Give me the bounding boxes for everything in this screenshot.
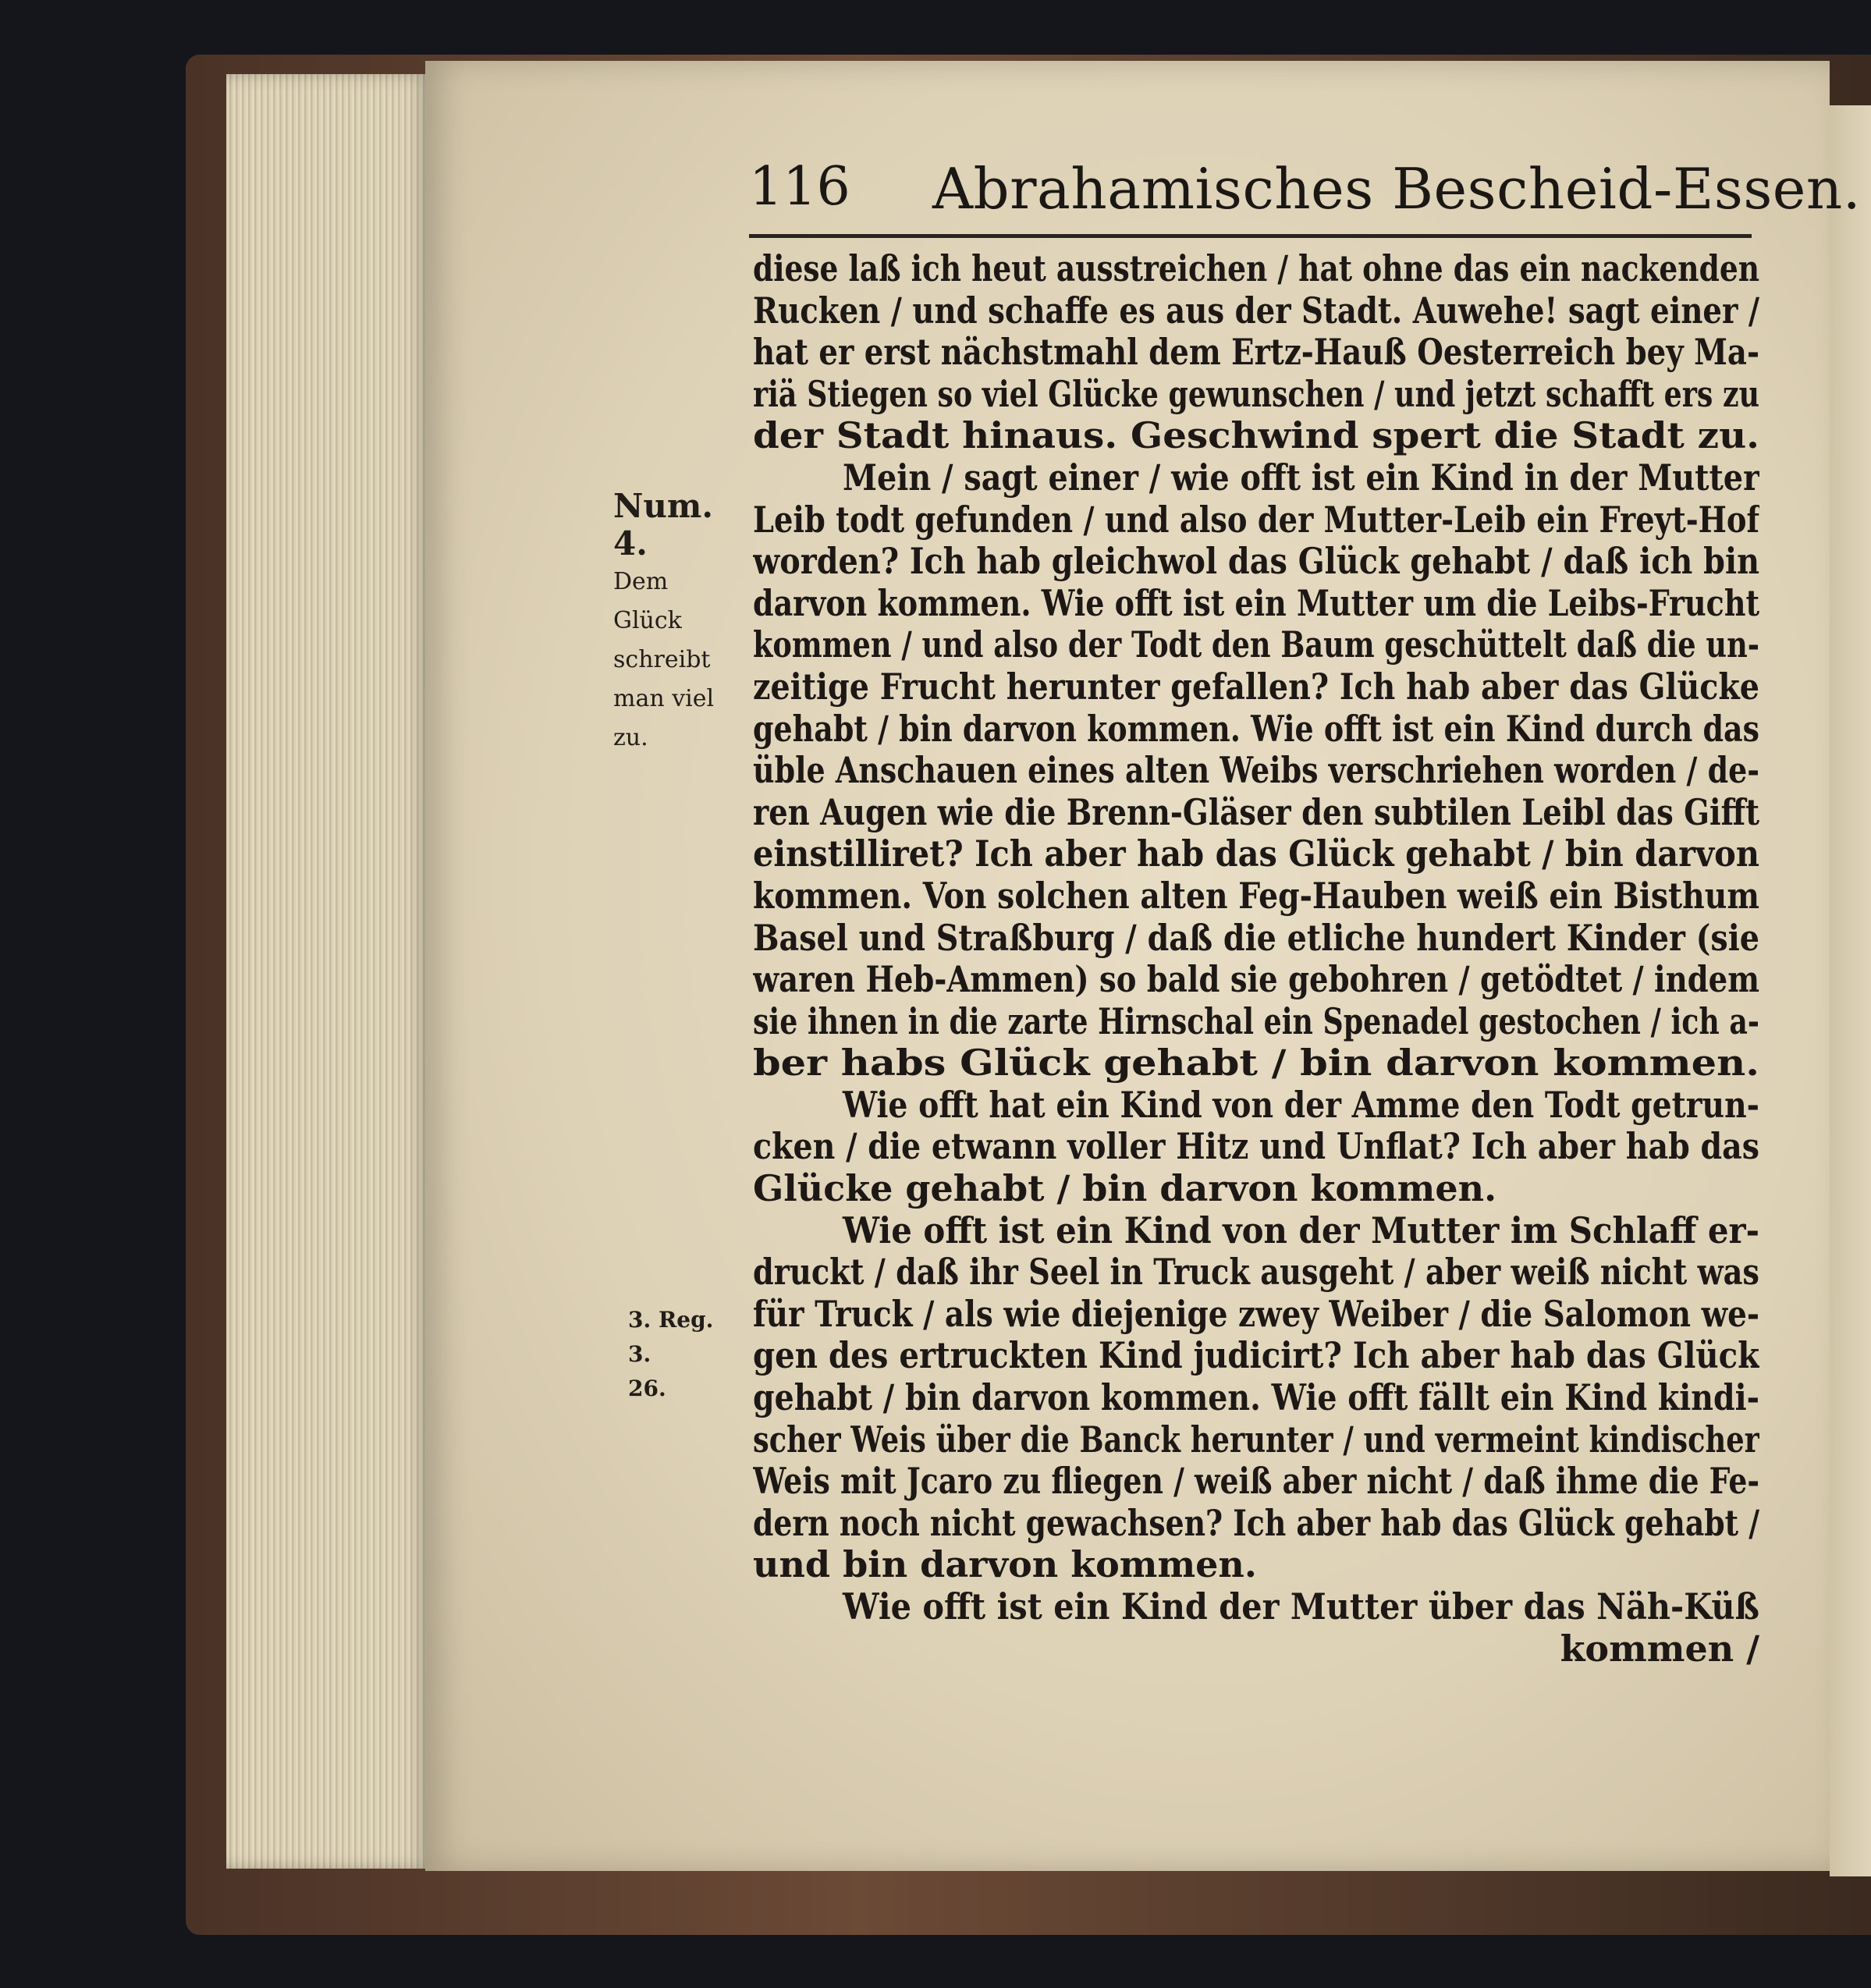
text-line: ren Augen wie die Brenn-Gläser den subtilen Leibl das Gifft <box>753 791 1759 833</box>
text-line: worden? Ich hab gleichwol das Glück gehabt / daß ich bin <box>753 541 1759 583</box>
catchword: kommen / <box>1560 1628 1759 1670</box>
page-edges <box>226 74 429 1869</box>
text-line: scher Weis über die Banck herunter / und vermeint kindischer <box>753 1418 1759 1461</box>
text-line: kommen / und also der Todt den Baum geschüttelt daß die un- <box>753 624 1759 666</box>
margin-note-line: man viel <box>613 685 715 712</box>
margin-note-line: Dem <box>613 568 669 595</box>
text-line: üble Anschauen eines alten Weibs verschriehen worden / de- <box>753 750 1759 792</box>
page-header <box>749 156 1862 242</box>
text-line: waren Heb-Ammen) so bald sie gebohren / getödtet / indem <box>753 959 1759 1001</box>
margin-note-num-4 <box>613 488 730 758</box>
text-line: für Truck / als wie diejenige zwey Weiber / die Salomon we- <box>753 1293 1759 1335</box>
text-line: Weis mit Jcaro zu fliegen / weiß aber nicht / daß ihme die Fe- <box>753 1461 1759 1503</box>
page-number: 116 <box>749 156 850 218</box>
text-line: dern noch nicht gewachsen? Ich aber hab das Glück gehabt / <box>753 1502 1759 1544</box>
text-line: zeitige Frucht herunter gefallen? Ich hab aber das Glücke <box>753 666 1759 708</box>
text-line: riä Stiegen so viel Glücke gewunschen / und jetzt schafft ers zu <box>753 373 1759 415</box>
text-line: ber habs Glück gehabt / bin darvon kommen. <box>753 1042 1759 1085</box>
text-line: Wie offt hat ein Kind von der Amme den Todt getrun- <box>843 1084 1759 1126</box>
body-text <box>753 248 1759 1670</box>
margin-note-line: 26. <box>628 1376 666 1401</box>
text-line: darvon kommen. Wie offt ist ein Mutter um die Leibs-Frucht <box>753 582 1759 624</box>
text-line: Rucken / und schaffe es aus der Stadt. Auwehe! sagt einer / <box>753 289 1759 332</box>
text-line: Wie offt ist ein Kind der Mutter über das Näh-Küß <box>843 1586 1759 1628</box>
text-line: diese laß ich heut ausstreichen / hat ohne das ein nackenden <box>753 248 1759 289</box>
facing-page-edge <box>1830 105 1871 1876</box>
text-line: kommen. Von solchen alten Feg-Hauben weiß ein Bisthum <box>753 875 1759 917</box>
header-rule <box>749 234 1752 238</box>
margin-note-number: Num. 4. <box>613 487 713 563</box>
text-line: Mein / sagt einer / wie offt ist ein Kind in der Mutter <box>843 456 1759 499</box>
margin-note-line: zu. <box>613 724 648 751</box>
margin-note-line: schreibt <box>613 646 711 673</box>
running-title: Abrahamisches Bescheid-Essen. <box>932 156 1862 222</box>
margin-note-reference <box>628 1303 722 1406</box>
text-line: Glücke gehabt / bin darvon kommen. <box>753 1168 1497 1210</box>
text-line: hat er erst nächstmahl dem Ertz-Hauß Oesterreich bey Ma- <box>753 332 1759 374</box>
text-line: Leib todt gefunden / und also der Mutter-Leib ein Freyt-Hof <box>753 499 1759 541</box>
text-line: und bin darvon kommen. <box>753 1544 1257 1586</box>
text-line: gehabt / bin darvon kommen. Wie offt fällt ein Kind kindi- <box>753 1377 1759 1419</box>
text-line: gehabt / bin darvon kommen. Wie offt ist ein Kind durch das <box>753 708 1759 750</box>
text-line: druckt / daß ihr Seel in Truck ausgeht / aber weiß nicht was <box>753 1251 1759 1294</box>
margin-note-line: Glück <box>613 607 682 634</box>
text-line: Wie offt ist ein Kind von der Mutter im Schlaff er- <box>843 1209 1759 1251</box>
text-line: sie ihnen in die zarte Hirnschal ein Spenadel gestochen / ich a- <box>753 1000 1759 1042</box>
text-line: der Stadt hinaus. Geschwind spert die Stadt zu. <box>753 415 1759 457</box>
text-line: gen des ertruckten Kind judicirt? Ich aber hab das Glück <box>753 1335 1759 1377</box>
text-line: Basel und Straßburg / daß die etliche hundert Kinder (sie <box>753 917 1759 959</box>
text-line: cken / die etwann voller Hitz und Unflat? Ich aber hab das <box>753 1126 1759 1168</box>
text-line: einstilliret? Ich aber hab das Glück gehabt / bin darvon <box>753 833 1759 875</box>
margin-note-line: 3. Reg. 3. <box>628 1307 714 1367</box>
